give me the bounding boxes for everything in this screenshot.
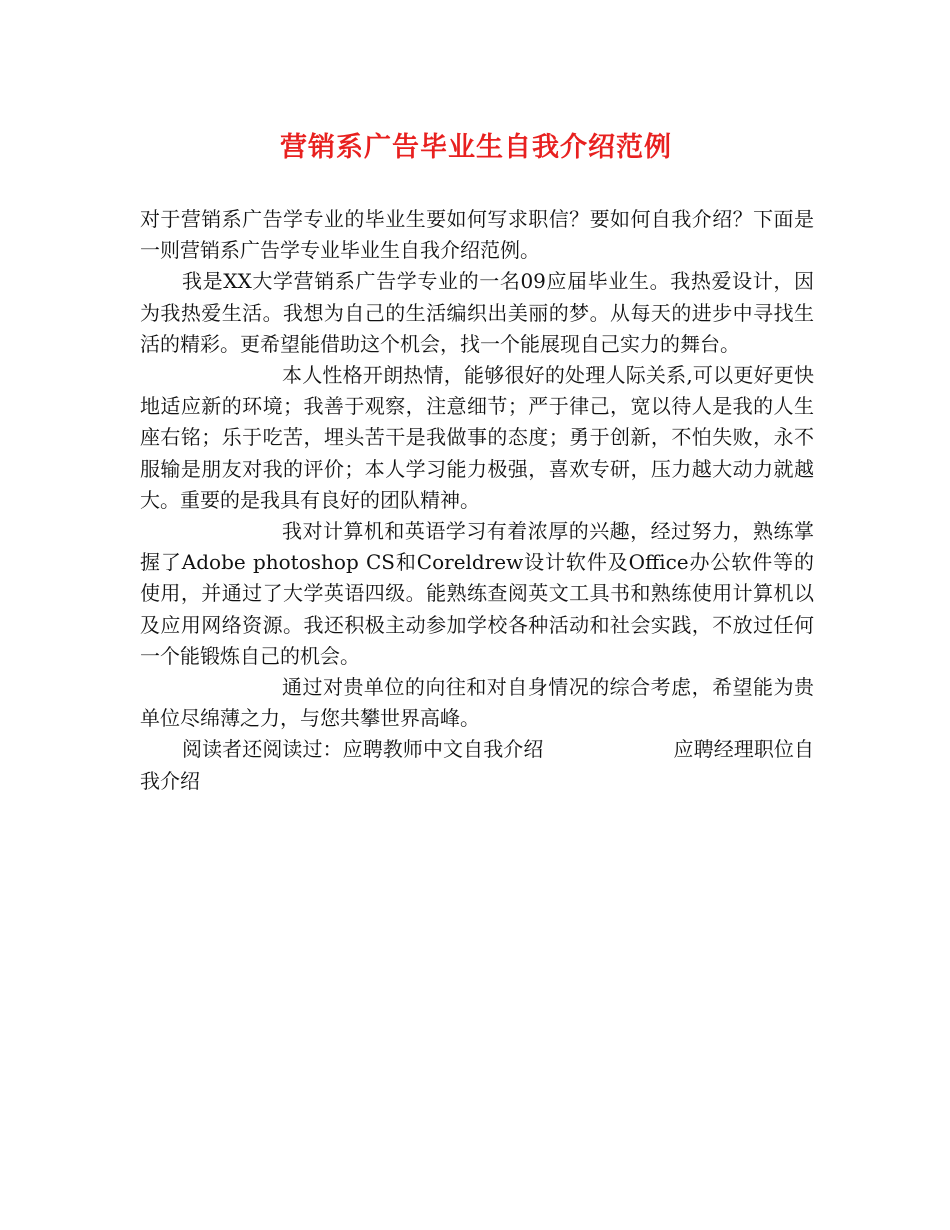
document-title: 营销系广告毕业生自我介绍范例 — [280, 132, 672, 163]
related-reading — [140, 734, 814, 796]
related-link-manager[interactable]: 应聘经理职位自我介绍 — [140, 737, 815, 793]
related-link-teacher[interactable]: 应聘教师中文自我介绍 — [342, 737, 544, 762]
related-prefix: 阅读者还阅读过： — [182, 737, 343, 762]
paragraph-personality: 本人性格开朗热情，能够很好的处理人际关系,可以更好更快地适应新的环境；我善于观察，注意细节；严于律己，宽以待人是我的人生座右铭；乐于吃苦，埋头苦干是我做事的态度；勇于创新，不怕失败，永不服输是朋友对我的评价；本人学习能力极强，喜欢专研，压力越大动力就越大。重要的是我具有良好的团队精神。 — [140, 363, 814, 512]
document-body — [140, 204, 814, 797]
paragraph-self-introduction: 我是XX大学营销系广告学专业的一名09应届毕业生。我热爱设计，因为我热爱生活。我想为自己的生活编织出美丽的梦。从每天的进步中寻找生活的精彩。更希望能借助这个机会，找一个能展现自己实力的舞台。 — [140, 269, 814, 356]
paragraph-closing: 通过对贵单位的向往和对自身情况的综合考虑，希望能为贵单位尽绵薄之力，与您共攀世界高峰。 — [140, 675, 814, 731]
paragraph-skills: 我对计算机和英语学习有着浓厚的兴趣，经过努力，熟练掌握了Adobe photoshop CS和Coreldrew设计软件及Office办公软件等的使用，并通过了大学英语四级。能熟练查阅英文工具书和熟练使用计算机以及应用网络资源。我还积极主动参加学校各种活动和社会实践，不放过任何一个能锻炼自己的机会。 — [140, 519, 814, 668]
intro-paragraph: 对于营销系广告学专业的毕业生要如何写求职信？要如何自我介绍？下面是一则营销系广告学专业毕业生自我介绍范例。 — [140, 207, 814, 263]
